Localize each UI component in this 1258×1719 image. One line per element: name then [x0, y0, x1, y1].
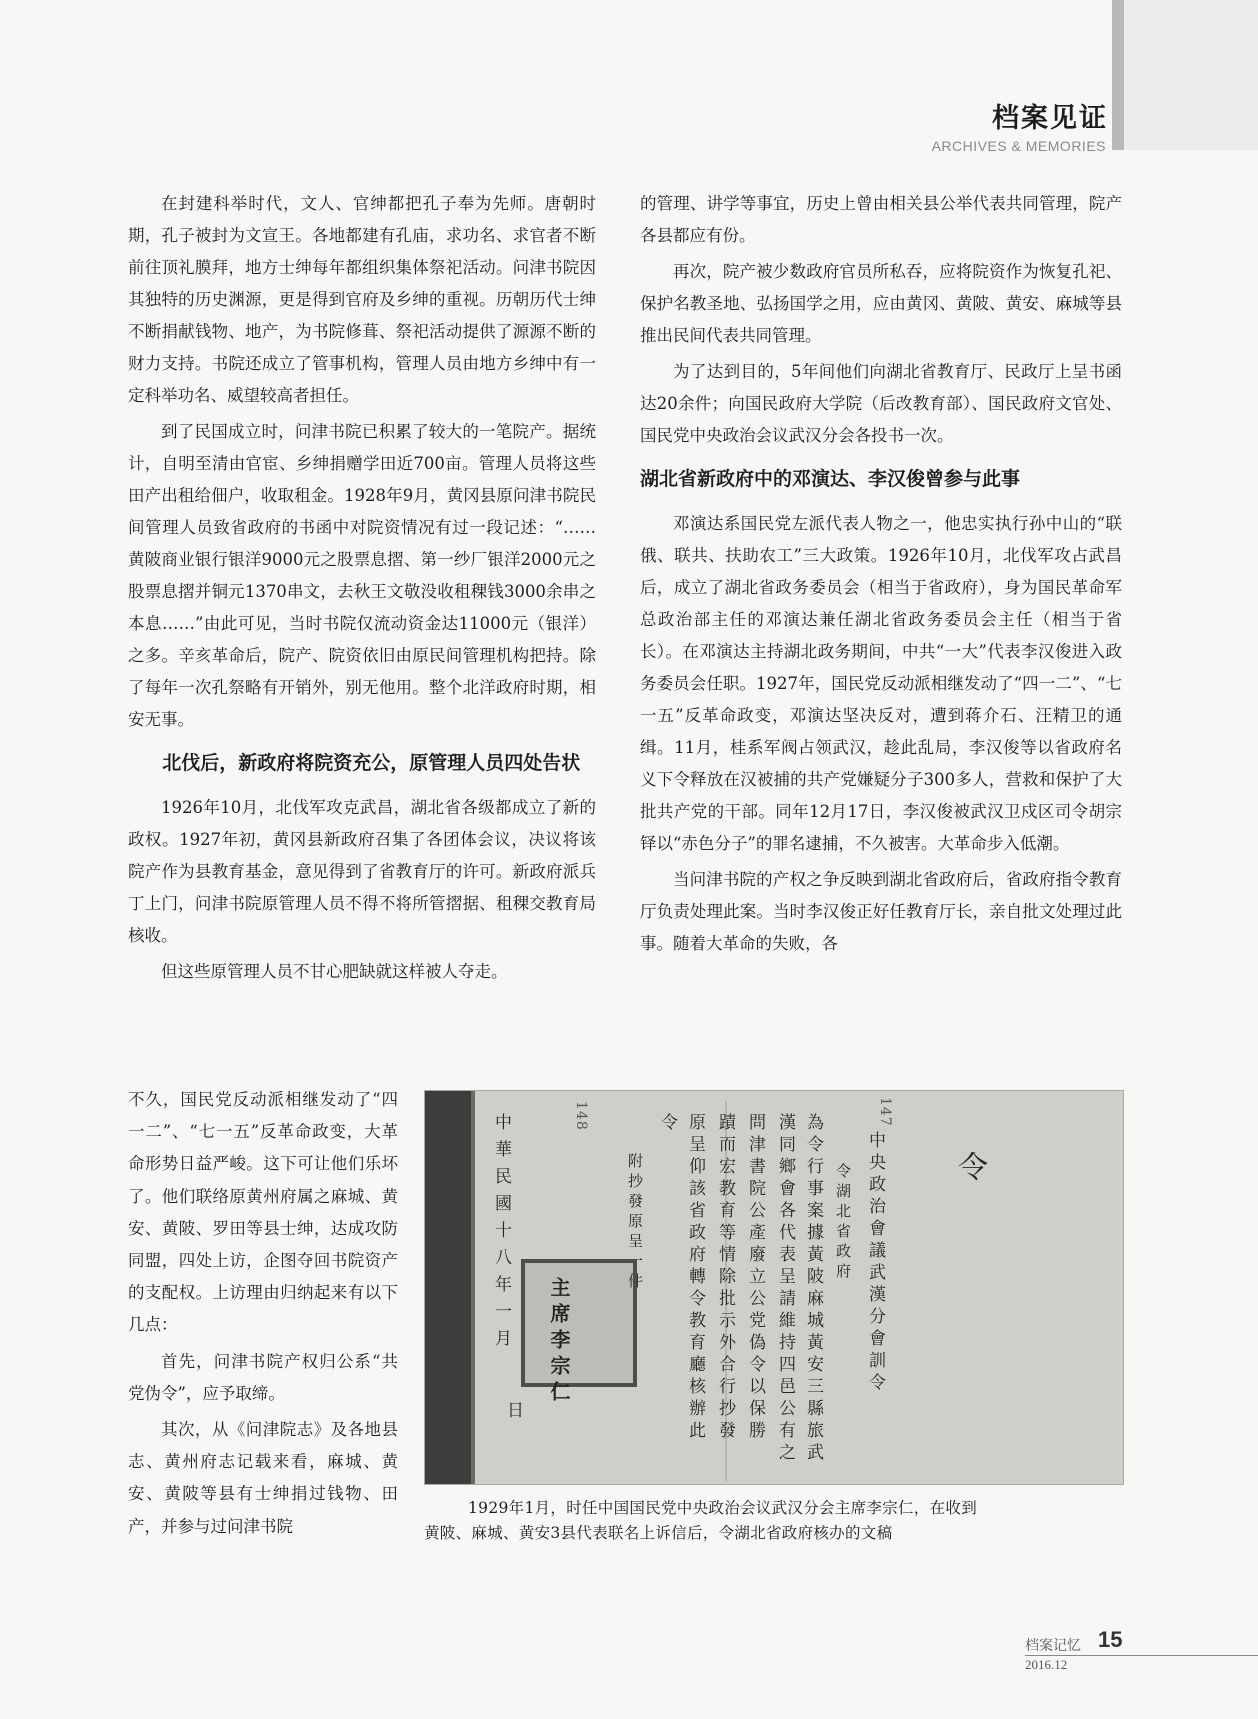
lower-left-column: [128, 1084, 398, 1547]
caption-line: 黄陂、麻城、黄安3县代表联名上诉信后，令湖北省政府核办的文稿: [424, 1524, 893, 1542]
paragraph: 邓演达系国民党左派代表人物之一，他忠实执行孙中山的“联俄、联共、扶助农工”三大政策。1926年10月，北伐军攻占武昌后，成立了湖北省政务委员会（相当于省政府），身为国民革命军总政治部主任的邓演达兼任湖北省政务委员会主任（相当于省长）。在邓演达主持湖北政务期间，中共“一大”代表李汉俊进入政务委员会任职。1927年，国民党反动派相继发动了“四一二”、“七一五”反革命政变，邓演达坚决反对，遭到蒋介石、汪精卫的通缉。11月，桂系军阀占领武汉，趁此乱局，李汉俊等以省政府名义下令释放在汉被捕的共产党嫌疑分子300多人，营救和保护了大批共产党的干部。同年12月17日，李汉俊被武汉卫戍区司令胡宗铎以“赤色分子”的罪名逮捕，不久被害。大革命步入低潮。: [640, 514, 1122, 853]
doc-text-column: 漢同鄉會各代表呈請維持四邑公有之: [775, 1113, 795, 1465]
right-column: [640, 188, 1122, 964]
doc-mark: 148: [573, 1101, 589, 1131]
doc-text-column: 問津書院公產廢立公党偽令以保勝: [745, 1113, 765, 1443]
doc-text-column: 令湖北省政府: [834, 1163, 852, 1283]
paragraph: 再次，院产被少数政府官员所私吞，应将院资作为恢复孔祀、保护名教圣地、弘扬国学之用，应由黄冈、黄陂、黄安、麻城等县推出民间代表共同管理。: [640, 262, 1122, 345]
doc-text-column: 令: [657, 1113, 677, 1135]
photo-caption: [424, 1496, 1124, 1546]
paragraph: 的管理、讲学等事宜，历史上曾由相关县公举代表共同管理，院产各县都应有份。: [640, 194, 1122, 245]
seal-stamp: [521, 1259, 637, 1387]
paragraph: 1926年10月，北伐军攻克武昌，湖北省各级都成立了新的政权。1927年初，黄冈县新政府召集了各团体会议，决议将该院产作为县教育基金，意见得到了省教育厅的许可。新政府派兵丁上门，问津书院原管理人员不得不将所管摺据、租稞交教育局核收。: [128, 798, 596, 945]
paragraph: 到了民国成立时，问津书院已积累了较大的一笔院产。据统计，自明至清由官宦、乡绅捐赠学田近700亩。管理人员将这些田产出租给佃户，收取租金。1928年9月，黄冈县原问津书院民间管理人员致省政府的书函中对院资情况有过一段记述：“……黄陂商业银行银洋9000元之股票息摺、第一纱厂银洋2000元之股票息摺并铜元1370串文，去秋王文敬没收租稞钱3000余串之本息……”由此可见，当时书院仅流动资金达11000元（银洋）之多。辛亥革命后，院产、院资依旧由原民间管理机构把持。除了每年一次孔祭略有开销外，别无他用。整个北洋政府时期，相安无事。: [128, 422, 596, 729]
subheading: 北伐后，新政府将院资充公，原管理人员四处告状: [162, 752, 581, 774]
page-edge-bar: [1112, 0, 1124, 150]
historical-document-photo: [424, 1090, 1124, 1485]
paragraph: 当问津书院的产权之争反映到湖北省政府后，省政府指令教育厅负责处理此案。当时李汉俊正好任教育厅长，亲自批文处理过此事。随着大革命的失败，各: [640, 870, 1122, 953]
paragraph: 其次，从《问津院志》及各地县志、黄州府志记载来看，麻城、黄安、黄陂等县有士绅捐过钱物、田产，并参与过问津书院: [128, 1420, 398, 1536]
paragraph: 但这些原管理人员不甘心肥缺就这样被人夺走。: [161, 962, 508, 981]
footer-divider: [1025, 1655, 1258, 1656]
section-subtitle: ARCHIVES & MEMORIES: [931, 138, 1106, 154]
doc-date-column: 中華民國十八年一月: [491, 1113, 511, 1356]
doc-mark: 147: [877, 1097, 893, 1127]
doc-text-column: 原呈仰該省政府轉令教育廳核辦此: [685, 1113, 705, 1443]
page-number: 15: [1098, 1627, 1123, 1652]
paragraph: 不久，国民党反动派相继发动了“四一二”、“七一五”反革命政变，大革命形势日益严峻。这下可让他们乐坏了。他们联络原黄州府属之麻城、黄安、黄陂、罗田等县士绅，达成攻防同盟，四处上访，企图夺回书院资产的支配权。上访理由归纳起来有以下几点：: [128, 1090, 398, 1335]
paragraph: 首先，问津书院产权归公系“共党伪令”，应予取缔。: [128, 1351, 398, 1403]
left-column: [128, 188, 596, 992]
subheading: 湖北省新政府中的邓演达、李汉俊曾参与此事: [640, 468, 1021, 490]
doc-text-column: 中央政治會議武漢分會訓令: [865, 1131, 885, 1395]
paragraph: 在封建科举时代，文人、官绅都把孔子奉为先师。唐朝时期，孔子被封为文宣王。各地都建有孔庙，求功名、求官者不断前往顶礼膜拜，地方士绅每年都组织集体祭祀活动。问津书院因其独特的历史渊源，更是得到官府及乡绅的重视。历朝历代士绅不断捐献钱物、地产，为书院修葺、祭祀活动提供了源源不断的财力支持。书院还成立了管事机构，管理人员由地方乡绅中有一定科举功名、威望较高者担任。: [128, 194, 596, 405]
doc-text-column: 為令行事案據黃陂麻城黃安三縣旅武: [803, 1113, 823, 1465]
page-edge-shade: [1124, 0, 1258, 150]
section-title: 档案见证: [992, 103, 1108, 134]
footer-issue: 2016.12: [1025, 1657, 1068, 1672]
doc-text-column: 附抄發原呈一件: [626, 1153, 644, 1293]
doc-day: 日: [503, 1401, 523, 1423]
footer-magazine-name: 档案记忆: [1025, 1638, 1081, 1654]
doc-text-column: 蹟而宏教育等情除批示外合行抄發: [715, 1113, 735, 1443]
signature: 主席李宗仁: [547, 1277, 571, 1407]
doc-ling-character: 令: [952, 1151, 987, 1186]
caption-line: 1929年1月，时任中国国民党中央政治会议武汉分会主席李宗仁，在收到: [468, 1499, 978, 1517]
paragraph: 为了达到目的，5年间他们向湖北省教育厅、民政厅上呈书函达20余件；向国民政府大学院（后改教育部）、国民政府文官处、国民党中央政治会议武汉分会各投书一次。: [640, 362, 1122, 445]
